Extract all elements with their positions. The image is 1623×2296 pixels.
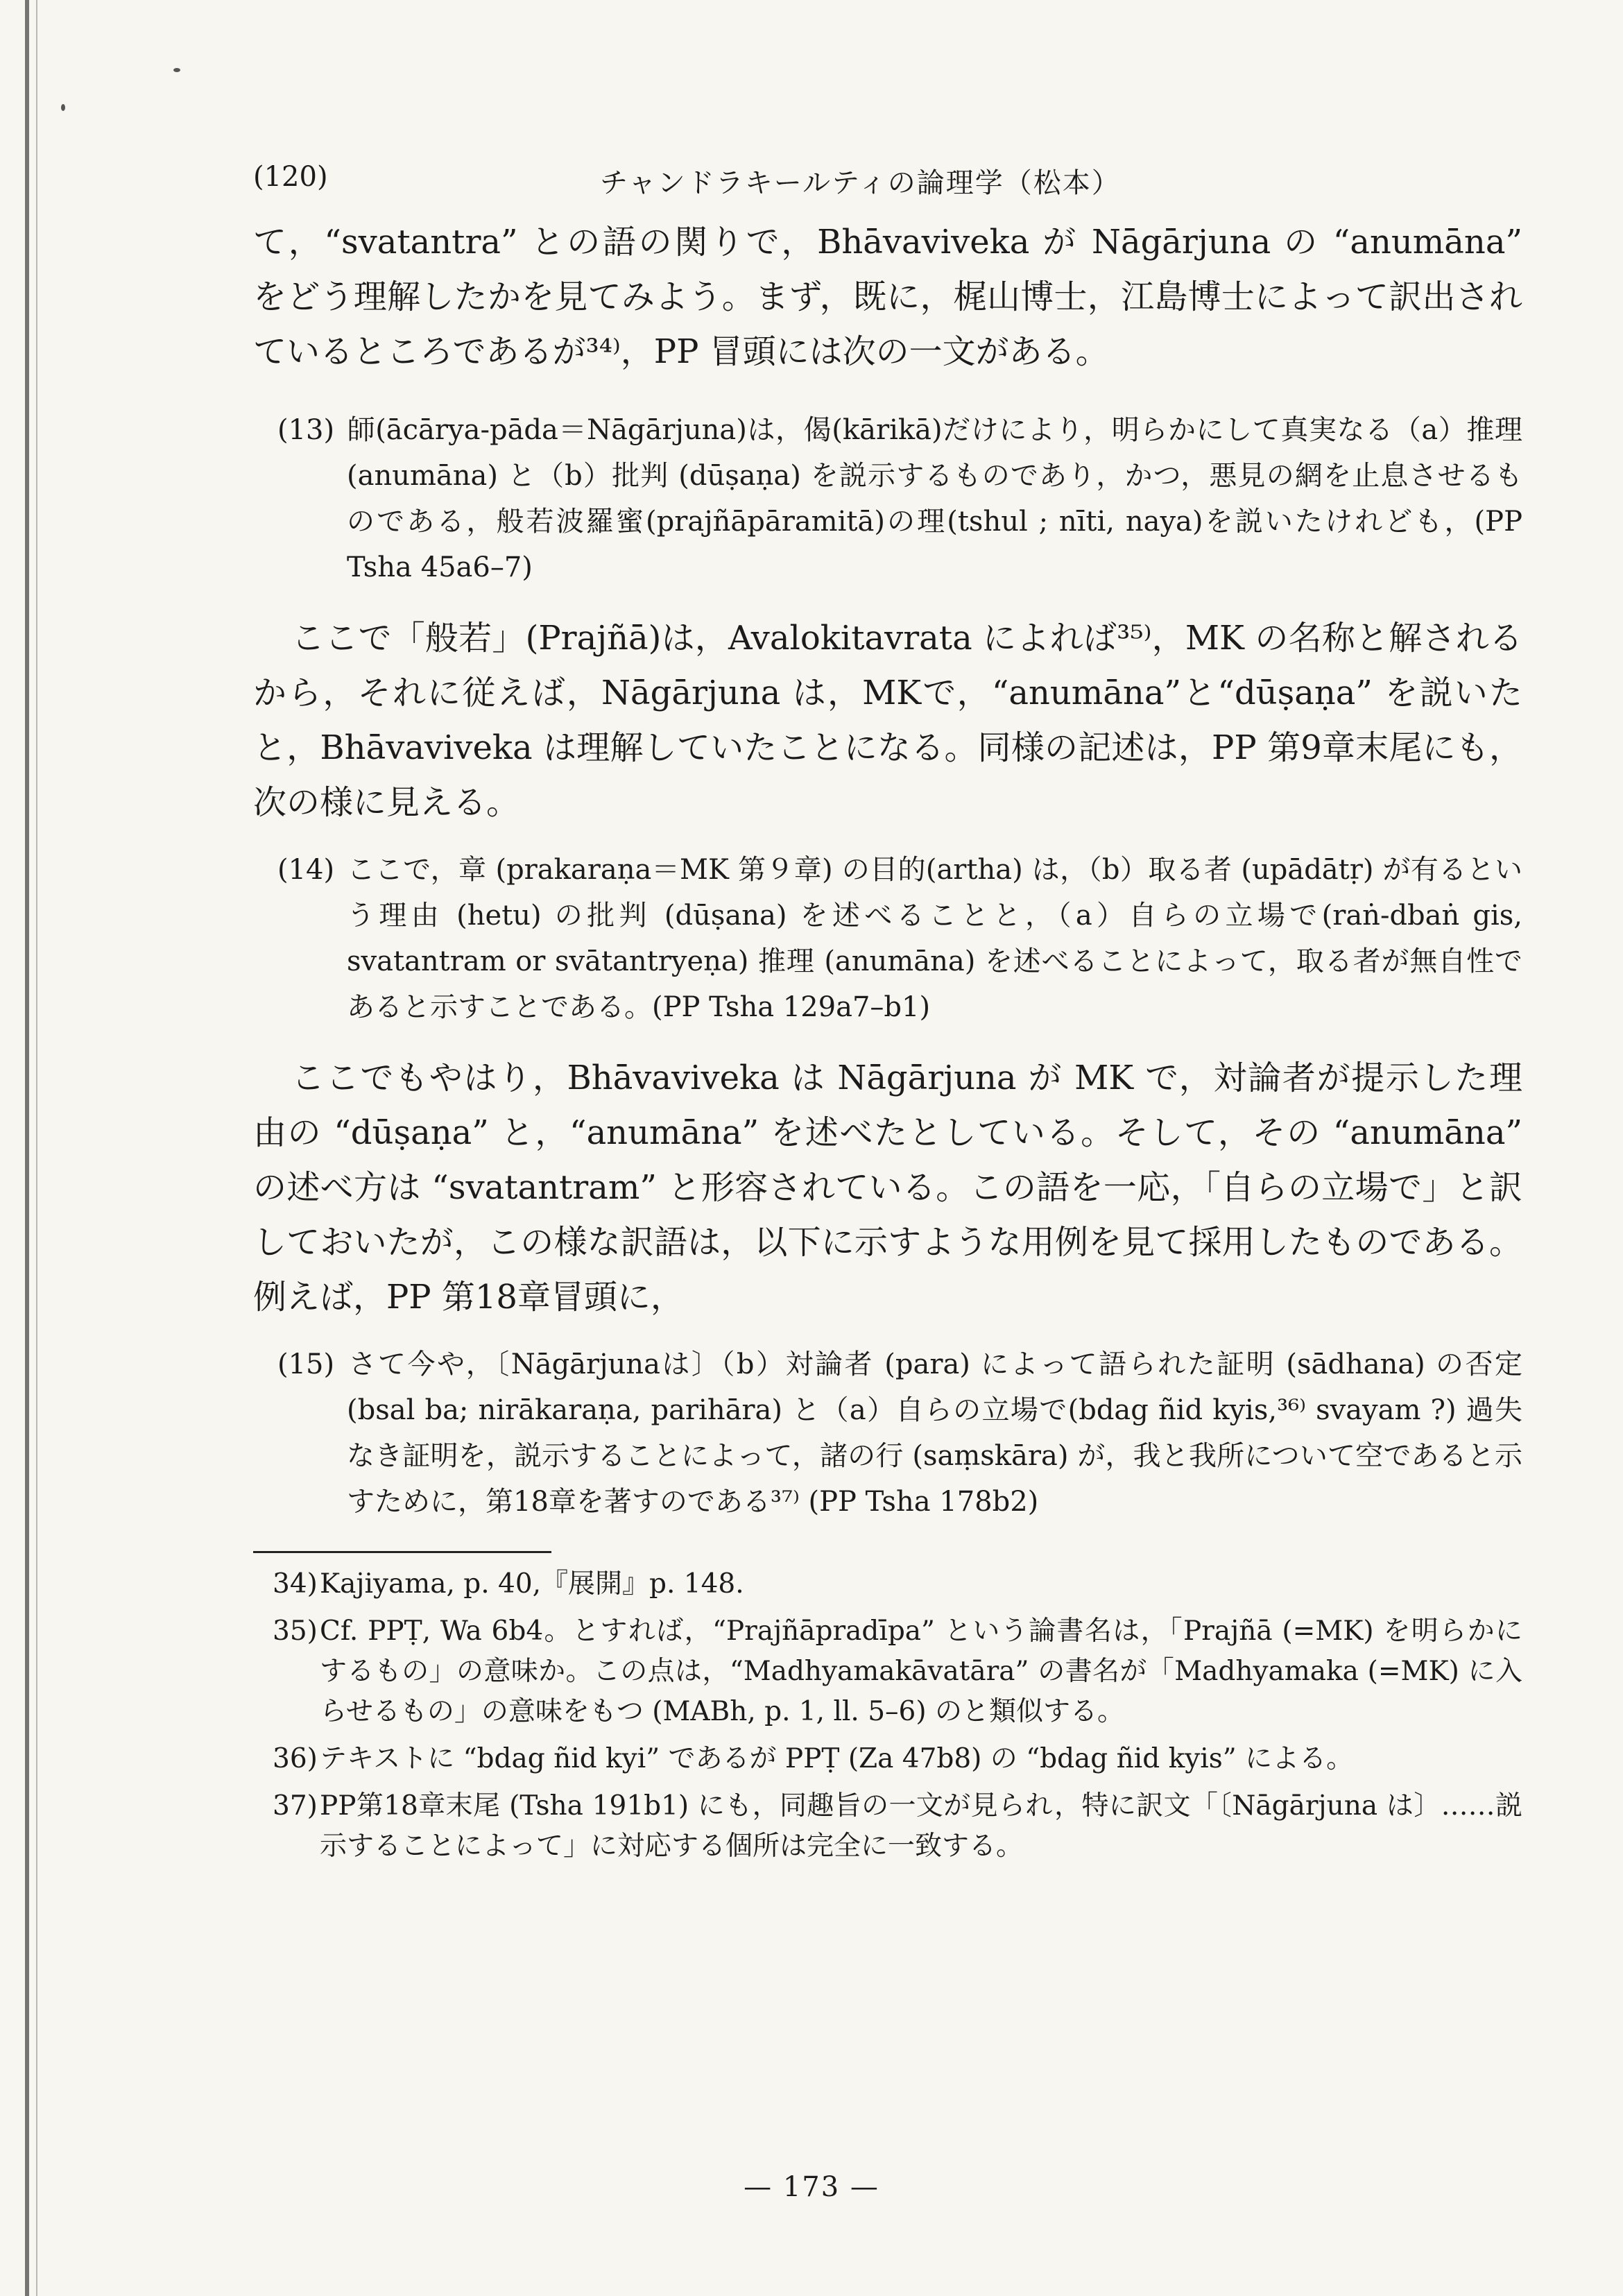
footnote-number: 36) bbox=[273, 1743, 318, 1774]
quotation-text: さて今や，〔Nāgārjunaは〕（b）対論者 (para) によって語られた証明 (sādhana) の否定 (bsal ba; nirākaraṇa, parihāra) と（a）自らの立場で(bdag ñid kyis,³⁶⁾ svayam ?) 過失なき証明を，説示することによって，諸の行 (saṃskāra) が，我と我所について空であると示すために，第18章を著すのである³⁷⁾ (PP Tsha 178b2) bbox=[347, 1348, 1522, 1518]
scan-speck bbox=[173, 68, 180, 72]
footnote-number: 34) bbox=[273, 1568, 318, 1600]
paragraph-2: ここで「般若」(Prajñā)は，Avalokitavrata によれば³⁵⁾，MK の名称と解されるから，それに従えば，Nāgārjuna は，MKで，“anumāna”と“dūṣaṇa” を説いたと，Bhāvaviveka は理解していたことになる。同様の記述は，PP 第9章末尾にも，次の様に見える。 bbox=[253, 619, 1522, 822]
quotation-text: ここで，章 (prakaraṇa＝MK 第９章) の目的(artha) は，（b）取る者 (upādātṛ) が有るという理由 (hetu) の批判 (dūṣana) を述べることと，（a）自らの立場で(raṅ-dbaṅ gis, svatantram or svātantryeṇa) 推理 (anumāna) を述べることによって，取る者が無自性であると示すことである。(PP Tsha 129a7–b1) bbox=[347, 854, 1522, 1023]
paragraph-1: て，“svatantra” との語の関りで，Bhāvaviveka が Nāgārjuna の “anumāna” をどう理解したかを見てみよう。まず，既に，梶山博士，江島博士によって訳出されているところであるが³⁴⁾，PP 冒頭には次の一文がある。 bbox=[253, 223, 1522, 371]
quotation-number: (13) bbox=[277, 414, 335, 446]
footnote-36 bbox=[273, 1739, 1522, 1779]
footnote-text: テキストに “bdag ñid kyi” であるが PPṬ (Za 47b8) の “bdag ñid kyis” による。 bbox=[320, 1743, 1354, 1774]
footnote-rule bbox=[253, 1551, 551, 1553]
paragraph-3: ここでもやはり，Bhāvaviveka は Nāgārjuna が MK で，対論者が提示した理由の “dūṣaṇa” と，“anumāna” を述べたとしている。そして，その “anumāna” の述べ方は “svatantram” と形容されている。この語を一応，「自らの立場で」と訳しておいたが，この様な訳語は，以下に示すような用例を見て採用したものである。例えば，PP 第18章冒頭に， bbox=[253, 1059, 1522, 1317]
quotation-14 bbox=[277, 847, 1522, 1030]
quotation-number: (14) bbox=[277, 854, 335, 886]
quotation-number: (15) bbox=[277, 1348, 335, 1380]
main-text bbox=[253, 215, 1522, 1867]
quotation-15 bbox=[277, 1342, 1522, 1525]
footnote-text: Kajiyama, p. 40,『展開』p. 148. bbox=[320, 1568, 744, 1600]
footnote-number: 35) bbox=[273, 1616, 318, 1647]
footnote-35 bbox=[273, 1611, 1522, 1732]
quotation-text: 師(ācārya-pāda＝Nāgārjuna)は，偈(kārikā)だけにより，明らかにして真実なる（a）推理 (anumāna) と（b）批判 (dūṣaṇa) を説示するものであり，かつ，悪見の網を止息させるものである，般若波羅蜜(prajñāpāramitā)の理(tshul ; nīti, naya)を説いたけれども，(PP Tsha 45a6–7) bbox=[347, 414, 1522, 583]
binding-edge bbox=[25, 0, 29, 2296]
footnote-37 bbox=[273, 1786, 1522, 1867]
scan-speck bbox=[61, 104, 65, 111]
binding-edge-shadow bbox=[36, 0, 37, 2296]
running-header bbox=[253, 161, 1502, 209]
page-footer-number: — 173 — bbox=[744, 2171, 879, 2203]
quotation-13 bbox=[277, 407, 1522, 590]
footnote-text: Cf. PPṬ, Wa 6b4。とすれば，“Prajñāpradīpa” という論書名は，「Prajñā (=MK) を明らかにするもの」の意味か。この点は，“Madhyamakāvatāra” の書名が「Madhyamaka (=MK) に入らせるもの」の意味をもつ (MABh, p. 1, ll. 5–6) のと類似する。 bbox=[320, 1616, 1522, 1727]
header-page-number: (120) bbox=[253, 161, 328, 193]
footnote-34 bbox=[273, 1564, 1522, 1604]
footnote-number: 37) bbox=[273, 1790, 318, 1822]
running-title: チャンドラキールティの論理学（松本） bbox=[600, 167, 1121, 199]
footnotes bbox=[253, 1564, 1522, 1867]
footnote-text: PP第18章末尾 (Tsha 191b1) にも，同趣旨の一文が見られ，特に訳文「〔Nāgārjuna は〕……説示することによって」に対応する個所は完全に一致する。 bbox=[320, 1790, 1522, 1862]
